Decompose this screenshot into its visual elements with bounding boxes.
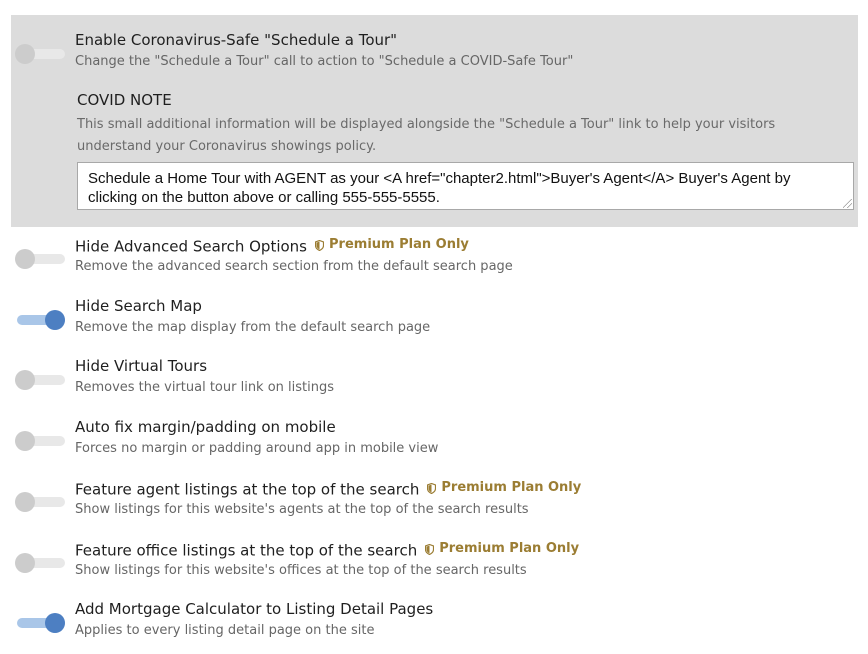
covid-note-label: COVID NOTE — [77, 91, 172, 109]
setting-title-text: Feature office listings at the top of the search — [75, 541, 418, 560]
shield-icon — [427, 483, 436, 494]
toggle-knob — [45, 310, 65, 330]
setting-description: Show listings for this website's offices at the top of the search results — [75, 563, 527, 578]
toggle-knob — [15, 431, 35, 451]
setting-title — [75, 600, 433, 618]
setting-toggle[interactable] — [15, 432, 65, 450]
textarea-resize-grip[interactable] — [843, 199, 852, 208]
setting-description: Forces no margin or padding around app in mobile view — [75, 441, 439, 456]
premium-badge — [425, 540, 579, 558]
toggle-knob — [15, 553, 35, 573]
setting-title — [75, 297, 202, 315]
setting-description: Show listings for this website's agents at the top of the search results — [75, 502, 529, 517]
setting-title — [75, 479, 581, 499]
premium-badge — [427, 479, 581, 497]
setting-description: Removes the virtual tour link on listings — [75, 380, 335, 395]
shield-icon — [315, 240, 324, 251]
setting-toggle[interactable] — [15, 614, 65, 632]
covid-note-input[interactable] — [77, 162, 854, 210]
shield-icon — [425, 544, 434, 555]
toggle-knob — [15, 492, 35, 512]
covid-note-description: This small additional information will be displayed alongside the "Schedule a Tour" link to help your visitors understand your Coronavirus showings policy. — [77, 117, 776, 154]
setting-title — [75, 236, 469, 256]
setting-title-text: Hide Virtual Tours — [75, 357, 208, 375]
setting-toggle[interactable] — [15, 250, 65, 268]
setting-title-text: Add Mortgage Calculator to Listing Detail Pages — [75, 600, 434, 618]
setting-title — [75, 540, 579, 560]
toggle-knob — [15, 249, 35, 269]
setting-title-text: Hide Search Map — [75, 297, 202, 315]
premium-label: Premium Plan Only — [441, 480, 582, 495]
covid-safe-toggle[interactable] — [15, 45, 65, 63]
setting-description: Remove the advanced search section from the default search page — [75, 259, 513, 274]
setting-toggle[interactable] — [15, 311, 65, 329]
setting-toggle[interactable] — [15, 493, 65, 511]
toggle-knob — [15, 370, 35, 390]
setting-title — [75, 357, 207, 375]
setting-toggle[interactable] — [15, 371, 65, 389]
toggle-knob — [45, 613, 65, 633]
setting-description: Applies to every listing detail page on the site — [75, 623, 375, 638]
toggle-knob — [15, 44, 35, 64]
setting-title-text: Hide Advanced Search Options — [75, 237, 308, 256]
setting-toggle[interactable] — [15, 554, 65, 572]
premium-badge — [315, 236, 469, 254]
premium-label: Premium Plan Only — [439, 541, 580, 556]
premium-label: Premium Plan Only — [329, 237, 469, 252]
covid-safe-description: Change the "Schedule a Tour" call to action to "Schedule a COVID-Safe Tour" — [75, 54, 574, 69]
covid-safe-title: Enable Coronavirus-Safe "Schedule a Tour" — [75, 31, 398, 49]
setting-description: Remove the map display from the default search page — [75, 320, 431, 335]
setting-title-text: Feature agent listings at the top of the search — [75, 480, 420, 499]
setting-title-text: Auto fix margin/padding on mobile — [75, 418, 336, 436]
setting-title — [75, 418, 336, 436]
